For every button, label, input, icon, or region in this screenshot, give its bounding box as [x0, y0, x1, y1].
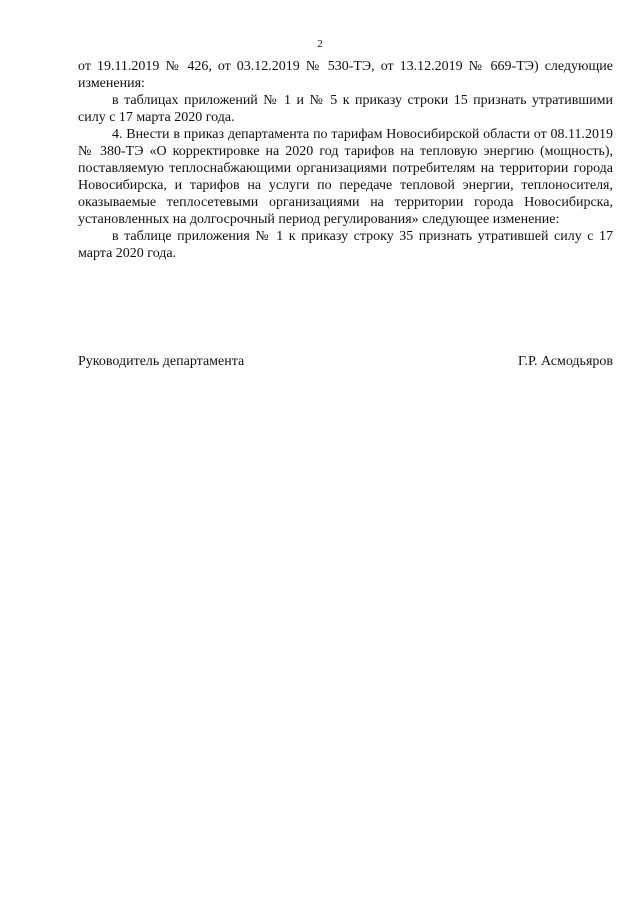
page-number: 2	[317, 38, 323, 50]
signatory-name: Г.Р. Асмодьяров	[517, 354, 613, 369]
paragraph-continuation: от 19.11.2019 № 426, от 03.12.2019 № 530-ТЭ, от 13.12.2019 № 669-ТЭ) следующие изменения:	[78, 59, 613, 91]
document-body	[78, 58, 613, 262]
paragraph-tables-amendment: в таблицах приложений № 1 и № 5 к приказу строки 15 признать утратившими силу с 17 марта 2020 года.	[78, 93, 613, 125]
paragraph-item-4: 4. Внести в приказ департамента по тарифам Новосибирской области от 08.11.2019 № 380-ТЭ «О корректировке на 2020 год тарифов на тепловую энергию (мощность), поставляемую теплоснабжающими организациями потребителям на территории города Новосибирска, и тарифов на услуги по передаче тепловой энергии, теплоносителя, оказываемые теплосетевыми организациями на территории города Новосибирска, установленных на долгосрочный период регулирования» следующее изменение:	[78, 127, 613, 227]
paragraph-table-amendment: в таблице приложения № 1 к приказу строку 35 признать утратившей силу с 17 марта 2020 года.	[78, 229, 613, 261]
signature-block	[78, 353, 613, 370]
signatory-position: Руководитель департамента	[78, 354, 245, 369]
